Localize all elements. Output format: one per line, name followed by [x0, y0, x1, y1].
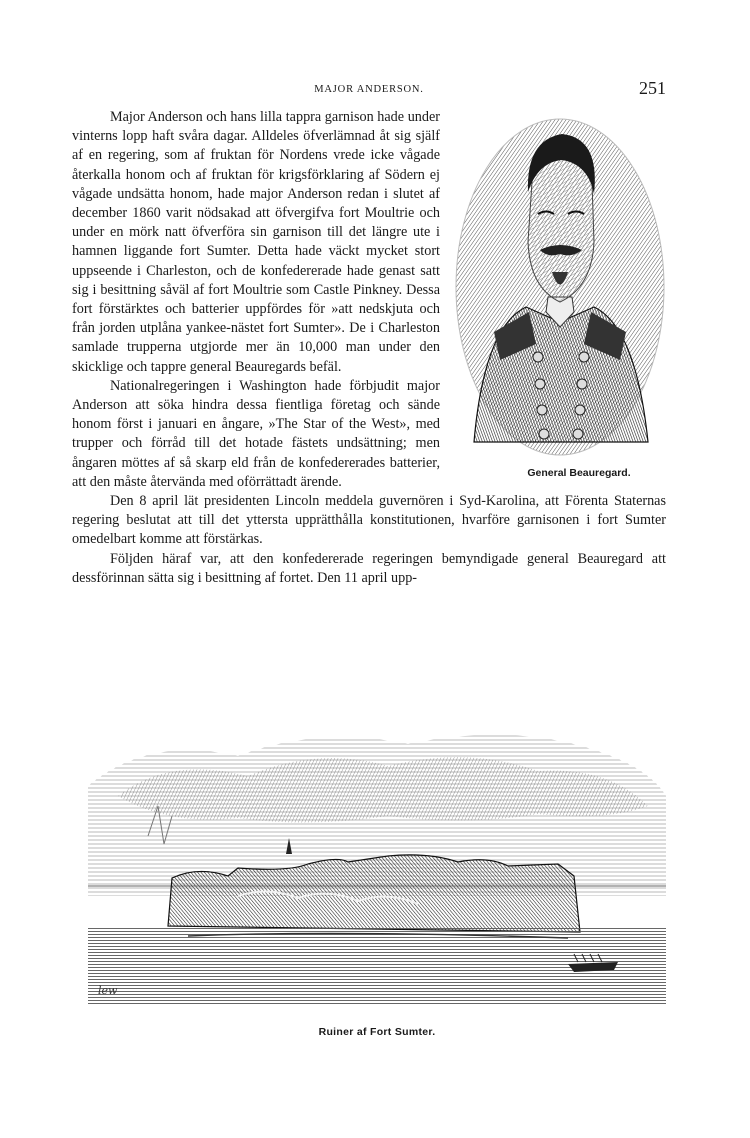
- paragraph-1-text: Major Anderson och hans lilla tappra garnison hade under vinterns lopp haft svåra dagar. Alldeles öfverlämnad åt sig själf af en regering, som af fruktan för Nordens vrede icke vågade återkalla honom och af fruktan för krigsförklaring af Södern ej vågade undsätta honom, hade major Anderson redan i slutet af december 1860 varit nödsakad att öfvergifva fort Moultrie och under en mörk natt öfverföra sin garnison till det längre ute i hamnen liggande fort Sumter. Detta hade väckt mycket stort uppseende i Charleston, och de konfedererade hade genast satt sig i besittning såväl af fort Moultrie som Castle Pinkney. Dessa fort förstärktes och batterier uppfördes för »att nedskjuta och från jorden utplåna yankee-nästet fort Sumter». De i Charleston samlade trupperna utgjorde mer än 10,000 man under den skicklige och tappre general Beauregards befäl.: [72, 109, 440, 375]
- portrait-figure: [454, 112, 666, 480]
- engraver-signature: lew: [98, 984, 118, 997]
- page-header: [72, 78, 666, 102]
- paragraph-3: Den 8 april lät presidenten Lincoln meddela guvernören i Syd-Karolina, att Förenta Staternas regering beslutat att till det yttersta upprätthålla konstitutionen, hvarföre garnisonen i fort Sumter omedelbart komme att förstärkas.: [72, 493, 666, 548]
- paragraph-2: Nationalregeringen i Washington hade förbjudit major Anderson att söka hindra dessa fientliga företag och sände honom först i januari en ångare, »The Star of the West», med trupper och förråd till det hotade fästets undsättning; men ångaren möttes af så skarp eld från de konfedererades batterier, att den måste återvända med oförrättadt ärende.: [72, 377, 440, 490]
- fort-figure: [88, 726, 666, 1038]
- fort-sumter-engraving: [88, 726, 666, 1006]
- running-head: MAJOR ANDERSON.: [314, 84, 424, 95]
- page-number: 251: [639, 78, 666, 98]
- portrait-caption: General Beauregard.: [527, 467, 631, 479]
- fort-caption: Ruiner af Fort Sumter.: [318, 1026, 436, 1038]
- body-text: [72, 108, 666, 588]
- portrait-engraving: [454, 112, 666, 458]
- paragraph-4: Följden häraf var, att den konfedererade regeringen bemyndigade general Beauregard att dessförinnan sätta sig i besittning af fortet. Den 11 april upp-: [72, 550, 666, 586]
